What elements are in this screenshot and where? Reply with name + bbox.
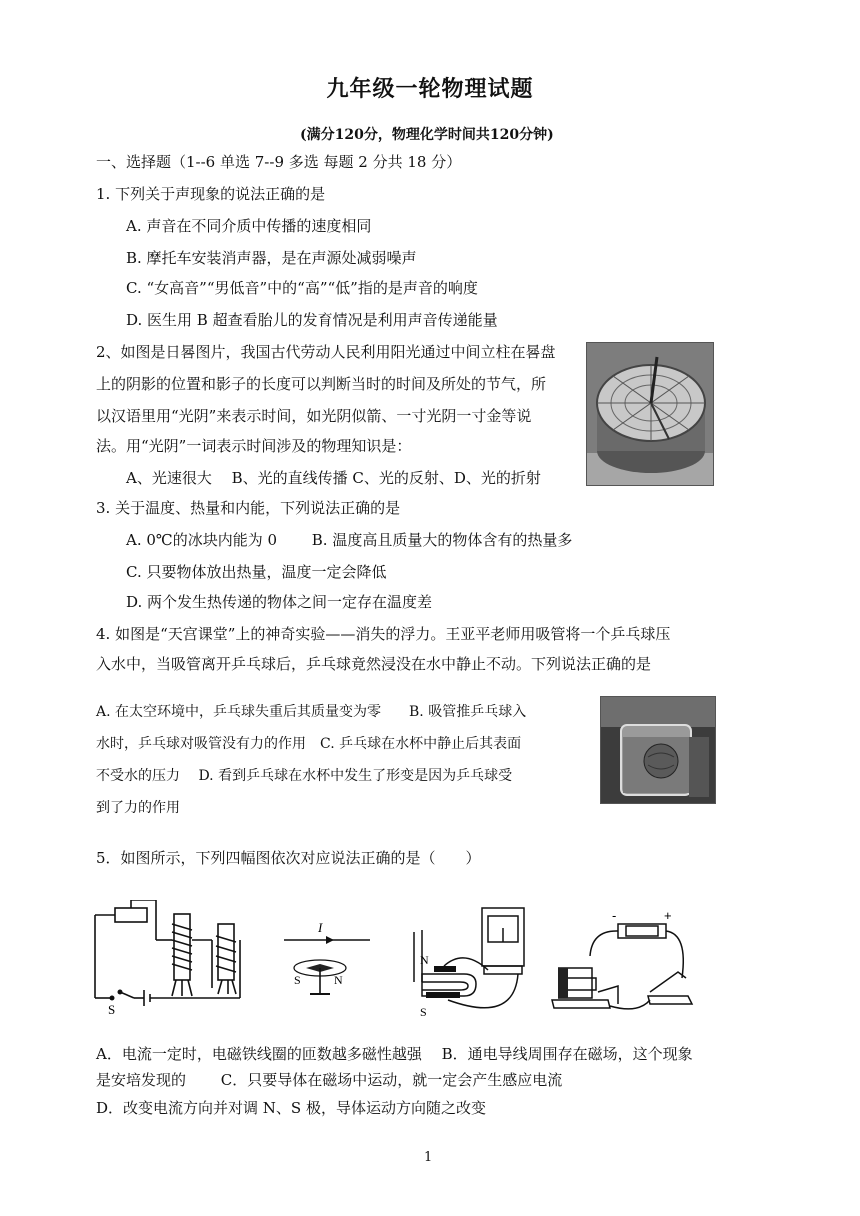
q2-line-4: 法。用“光阴”一词表示时间涉及的物理知识是： [96,437,412,455]
figure-electromagnet [90,900,250,1020]
figure4-plus-label: + [664,908,672,923]
q4-line-1: 4. 如图是“天宫课堂”上的神奇实验——消失的浮力。王亚平老师用吸管将一个乒乓球压 [96,625,671,643]
figure3-n-label: N [420,953,429,967]
pingpong-image [601,697,715,803]
q5-options-line-2: 是安培发现的 C．只要导体在磁场中运动，就一定会产生感应电流 [96,1071,563,1089]
figure1-switch-label: S [108,1002,116,1017]
q5-stem: 5．如图所示，下列四幅图依次对应说法正确的是（ ） [96,849,481,867]
q4-options-line-3: 不受水的压力 D. 看到乒乓球在水杯中发生了形变是因为乒乓球受 [96,768,513,784]
q1-option-a: A. 声音在不同介质中传播的速度相同 [126,217,372,235]
page-subtitle: (满分120分，物理化学时间共120分钟) [300,127,554,143]
q4-line-2: 入水中，当吸管离开乒乓球后，乒乓球竟然浸没在水中静止不动。下列说法正确的是 [96,655,652,673]
q2-line-1: 2、如图是日晷图片，我国古代劳动人民利用阳光通过中间立柱在晷盘 [96,343,556,361]
q3-stem: 3. 关于温度、热量和内能，下列说法正确的是 [96,499,401,517]
q3-option-c: C. 只要物体放出热量，温度一定会降低 [126,563,387,581]
sundial-photo [586,342,714,486]
figure-induction [404,904,554,1022]
q1-option-d: D. 医生用 B 超查看胎儿的发育情况是利用声音传递能量 [126,311,498,329]
current-label: I [318,920,323,935]
q1-option-b: B. 摩托车安装消声器，是在声源处减弱噪声 [126,249,417,267]
pingpong-photo [600,696,716,804]
figure3-s-label: S [420,1005,427,1019]
q5-options-line-3: D．改变电流方向并对调 N、S 极，导体运动方向随之改变 [96,1099,486,1117]
q4-options-line-1: A. 在太空环境中，乒乓球失重后其质量变为零 B. 吸管推乒乓球入 [96,704,527,720]
q3-option-ab: A. 0℃的冰块内能为 0 B. 温度高且质量大的物体含有的热量多 [126,531,573,549]
q5-options-line-1: A．电流一定时，电磁铁线圈的匝数越多磁性越强 B．通电导线周围存在磁场，这个现象 [96,1045,693,1063]
q2-line-3: 以汉语里用“光阴”来表示时间，如光阴似箭、一寸光阴一寸金等说 [96,407,532,425]
q4-options-line-4: 到了力的作用 [96,800,180,816]
sundial-image [587,343,713,485]
q2-line-2: 上的阴影的位置和影子的长度可以判断当时的时间及所处的节气，所 [96,375,547,393]
page-title: 九年级一轮物理试题 [326,76,534,102]
page-number: 1 [424,1150,433,1165]
figure2-n-label: N [334,973,343,987]
q1-option-c: C. “女高音”“男低音”中的“高”“低”指的是声音的响度 [126,279,478,297]
section-heading: 一、选择题（1--6 单选 7--9 多选 每题 2 分共 18 分） [96,153,462,171]
q1-stem: 1. 下列关于声现象的说法正确的是 [96,185,326,203]
figure2-s-label: S [294,973,301,987]
figure-motor [538,908,718,1028]
q3-option-d: D. 两个发生热传递的物体之间一定存在温度差 [126,593,433,611]
figure4-minus-label: - [612,908,617,923]
q4-options-line-2: 水时，乒乓球对吸管没有力的作用 C. 乒乓球在水杯中静止后其表面 [96,736,522,752]
figure-oersted [282,920,372,1010]
q2-options: A、光速很大 B、光的直线传播 C、光的反射、D、光的折射 [126,469,541,487]
